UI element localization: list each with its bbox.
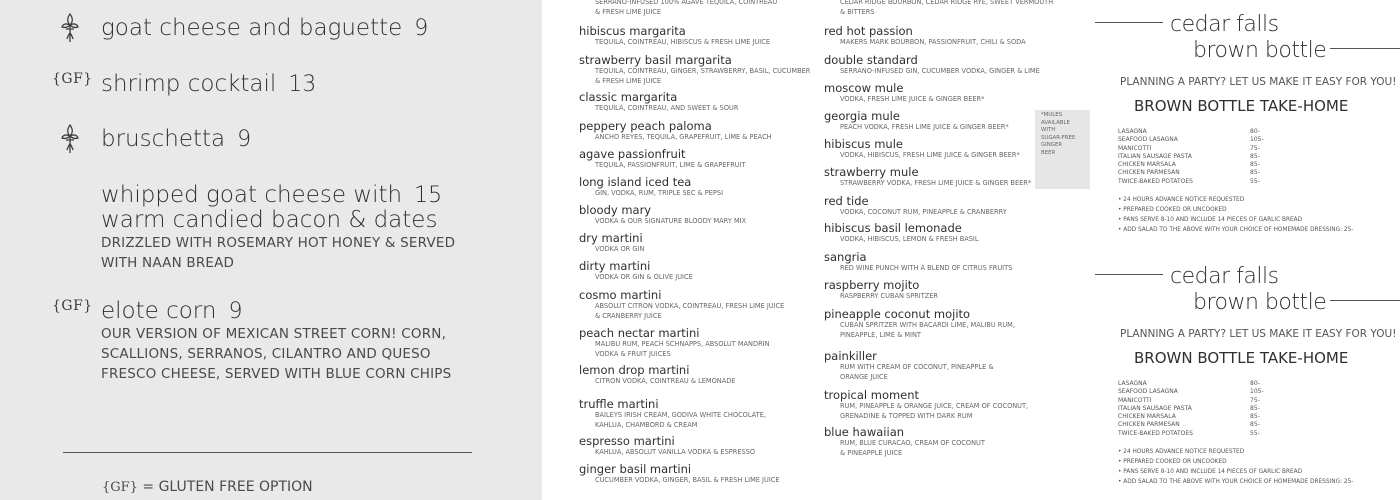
drink-description — [840, 38, 1064, 48]
drink-description-line: VODKA & FRUIT JUICES — [595, 349, 671, 358]
mule-note-line: GINGER — [1041, 142, 1063, 149]
drink-description — [595, 448, 819, 458]
drink-name: agave passionfruit — [579, 147, 686, 161]
takehome-item-price: 85- — [1250, 161, 1260, 169]
drink-name: peppery peach paloma — [579, 119, 712, 133]
drink-item — [579, 25, 819, 48]
takehome-item — [1118, 178, 1268, 186]
takehome-item — [1118, 128, 1268, 136]
drink-description — [840, 95, 1064, 105]
drink-description-line: ANCHO REYES, TEQUILA, GRAPEFRUIT, LIME & PEACH — [595, 133, 772, 141]
brand-rule — [1330, 48, 1400, 49]
drink-item — [579, 327, 819, 359]
brand-logo — [1092, 262, 1400, 322]
takehome-item-price: 55- — [1250, 429, 1260, 437]
brand-name-line-2: brown bottle — [1193, 38, 1327, 63]
drink-item — [579, 232, 819, 255]
drink-name: dry martini — [579, 231, 643, 245]
drink-description-line: SERRANO-INFUSED GIN, CUCUMBER VODKA, GINGER & LIME — [840, 67, 1040, 75]
takehome-item — [1118, 397, 1268, 405]
drink-item — [579, 364, 819, 387]
drink-description-line: KAHLUA, CHAMBORD & CREAM — [595, 420, 698, 429]
drink-name: hibiscus margarita — [579, 24, 686, 38]
drink-description — [840, 292, 1064, 302]
drink-item — [579, 120, 819, 143]
drink-name: red hot passion — [824, 24, 913, 38]
takehome-note: • PANS SERVE 8-10 AND INCLUDE 14 PIECES OF GARLIC BREAD — [1118, 217, 1303, 223]
drink-item — [579, 91, 819, 114]
takehome-item-price: 80- — [1250, 380, 1260, 387]
drink-item — [824, 426, 1064, 458]
drink-item — [824, 251, 1064, 274]
drink-item — [579, 0, 819, 17]
drink-name: peach nectar martini — [579, 326, 700, 340]
drink-description-line: MAKERS MARK BOURBON, PASSIONFRUIT, CHILI & SODA — [840, 38, 1026, 46]
drink-description — [595, 189, 819, 199]
takehome-item — [1118, 413, 1268, 421]
takehome-note: • 24 HOURS ADVANCE NOTICE REQUESTED — [1118, 197, 1245, 203]
mule-note-line: *MULES — [1041, 112, 1063, 118]
drink-description-line: CITRON VODKA, COINTREAU & LEMONADE — [595, 377, 736, 385]
drink-description — [595, 38, 819, 48]
drink-description — [840, 264, 1064, 274]
appetizer-name — [101, 16, 428, 41]
drink-description-line: RUM WITH CREAM OF COCONUT, PINEAPPLE & — [840, 363, 994, 371]
drink-name: pineapple coconut mojito — [824, 307, 971, 321]
drink-description — [840, 123, 1064, 133]
takehome-item-name: CHICKEN MARSALA — [1118, 161, 1176, 169]
drink-item — [824, 222, 1064, 245]
drink-description — [840, 363, 1064, 382]
drink-item — [579, 148, 819, 171]
drink-item — [824, 308, 1064, 340]
description-line: FRESCO CHEESE, SERVED WITH BLUE CORN CHIPS — [101, 366, 452, 382]
drink-description-line: & CRANBERRY JUICE — [595, 311, 662, 320]
takehome-note: • PREPARED COOKED OR UNCOOKED — [1118, 459, 1227, 465]
drink-description — [595, 377, 819, 387]
takehome-item-name: SEAFOOD LASAGNA — [1118, 136, 1178, 144]
divider — [63, 452, 472, 453]
drink-description-line: TEQUILA, PASSIONFRUIT, LIME & GRAPEFRUIT — [595, 161, 746, 169]
description-line: WITH NAAN BREAD — [101, 255, 235, 271]
takehome-item-name: MANICOTTI — [1118, 144, 1152, 152]
drink-description-line: RUM, BLUE CURACAO, CREAM OF COCONUT — [840, 439, 985, 447]
appetizer-price: 9 — [228, 299, 243, 324]
drink-description — [595, 411, 819, 430]
drink-description-line: VODKA OR GIN & OLIVE JUICE — [595, 273, 693, 281]
takehome-item — [1118, 136, 1268, 144]
drink-item — [824, 350, 1064, 382]
drink-item — [824, 0, 1064, 17]
description-line: SCALLIONS, SERRANOS, CILANTRO AND QUESO — [101, 346, 431, 362]
appetizers-panel — [0, 0, 542, 500]
drink-description-line: MALIBU RUM, PEACH SCHNAPPS, ABSOLUT MANDRIN — [595, 340, 770, 348]
drink-description-line: RUM, PINEAPPLE & ORANGE JUICE, CREAM OF COCONUT, — [840, 402, 1029, 410]
takehome-item — [1118, 421, 1268, 429]
drink-description-line: TEQUILA, COINTREAU, GINGER, STRAWBERRY, BASIL, CUCUMBER — [595, 67, 811, 75]
takehome-item-name: LASAGNA — [1118, 128, 1147, 135]
drink-name: bloody mary — [579, 203, 652, 217]
drink-description-line: VODKA, HIBISCUS, LEMON & FRESH BASIL — [840, 235, 979, 243]
drink-description-line: ABSOLUT CITRON VODKA, COINTREAU, FRESH LIME JUICE — [595, 302, 785, 310]
appetizer-name-line: whipped goat cheese with 15 — [101, 182, 443, 208]
takehome-item — [1118, 161, 1268, 169]
drink-item — [824, 138, 1064, 161]
drink-item — [579, 463, 819, 486]
drink-item — [579, 54, 819, 86]
drink-description — [840, 67, 1064, 77]
takehome-item — [1118, 153, 1268, 161]
drink-name: tropical moment — [824, 388, 920, 402]
description-line: OUR VERSION OF MEXICAN STREET CORN! CORN, — [101, 326, 447, 342]
description-line: DRIZZLED WITH ROSEMARY HOT HONEY & SERVED — [101, 235, 456, 251]
drink-item — [824, 25, 1064, 48]
takehome-item — [1118, 430, 1268, 438]
takehome-item-name: CHICKEN PARMESAN — [1118, 421, 1180, 429]
flyer-heading: BROWN BOTTLE TAKE-HOME — [1134, 349, 1349, 367]
takehome-item-name: TWICE-BAKED POTATOES — [1118, 429, 1193, 437]
appetizer-price: 9 — [414, 16, 429, 41]
drink-description-line: BAILEYS IRISH CREAM, GODIVA WHITE CHOCOLATE, — [595, 411, 766, 419]
flyer-tagline: PLANNING A PARTY? LET US MAKE IT EASY FOR YOU! — [1120, 76, 1397, 88]
drink-name: hibiscus basil lemonade — [824, 221, 962, 235]
drink-name: painkiller — [824, 349, 877, 363]
takehome-item-name: MANICOTTI — [1118, 396, 1152, 404]
mule-note — [1035, 110, 1090, 189]
drink-description-line: CEDAR RIDGE BOURBON, CEDAR RIDGE RYE, SWEET VERMOUTH — [840, 0, 1054, 6]
appetizer-description — [101, 233, 461, 273]
takehome-item — [1118, 405, 1268, 413]
takehome-item-price: 105- — [1250, 388, 1264, 396]
mule-note-line: WITH — [1041, 127, 1056, 134]
takehome-list — [1118, 380, 1268, 438]
fleur-de-lis-icon — [52, 12, 88, 44]
drink-description-line: TEQUILA, COINTREAU, HIBISCUS & FRESH LIME JUICE — [595, 38, 770, 46]
brand-name-line-1: cedar falls — [1170, 264, 1279, 289]
appetizer-name — [101, 127, 251, 152]
takehome-note: • PANS SERVE 8-10 AND INCLUDE 14 PIECES OF GARLIC BREAD — [1118, 469, 1303, 475]
drink-name: ginger basil martini — [579, 462, 692, 476]
drink-name: strawberry basil margarita — [579, 53, 732, 67]
drink-description — [595, 133, 819, 143]
drink-name: classic margarita — [579, 90, 678, 104]
drink-description-line: VODKA & OUR SIGNATURE BLOODY MARY MIX — [595, 217, 747, 225]
drink-name: blue hawaiian — [824, 425, 905, 439]
appetizer-name-text: elote corn — [101, 298, 217, 324]
takehome-item-name: CHICKEN PARMESAN — [1118, 169, 1180, 177]
drink-item — [579, 289, 819, 321]
drink-description-line: PINEAPPLE, LIME & MINT — [840, 330, 921, 339]
takehome-item — [1118, 169, 1268, 177]
takehome-item-price: 80- — [1250, 128, 1260, 135]
drink-name: raspberry mojito — [824, 278, 920, 292]
gf-mark: {GF} — [52, 71, 93, 87]
drink-description — [595, 217, 819, 227]
brand-rule — [1095, 22, 1163, 23]
drink-description — [595, 340, 819, 359]
takehome-item-price: 85- — [1250, 421, 1260, 429]
drink-description-line: CUCUMBER VODKA, GINGER, BASIL & FRESH LIME JUICE — [595, 476, 780, 484]
drink-description — [595, 67, 819, 86]
drink-name: cosmo martini — [579, 288, 662, 302]
mule-note-line: AVAILABLE — [1041, 119, 1070, 126]
drink-description-line: VODKA OR GIN — [595, 245, 645, 253]
gf-legend — [102, 479, 313, 495]
drink-description-line: & FRESH LIME JUICE — [595, 7, 662, 16]
takehome-note: • PREPARED COOKED OR UNCOOKED — [1118, 207, 1227, 213]
brand-rule — [1095, 274, 1163, 275]
takehome-item-name: TWICE-BAKED POTATOES — [1118, 177, 1193, 185]
drink-description-line: CUBAN SPRITZER WITH BACARDI LIME, MALIBU RUM, — [840, 321, 1015, 329]
drink-description-line: KAHLUA, ABSOLUT VANILLA VODKA & ESPRESSO — [595, 448, 756, 456]
drink-description — [595, 245, 819, 255]
takehome-item-name: CHICKEN MARSALA — [1118, 413, 1176, 421]
mule-note-line: BEER — [1041, 149, 1056, 156]
appetizer-name — [101, 299, 242, 324]
drink-item — [579, 435, 819, 458]
drink-name: lemon drop martini — [579, 363, 690, 377]
drink-item — [824, 110, 1064, 133]
appetizer-name — [101, 72, 316, 97]
drink-description-line: GRENADINE & TOPPED WITH DARK RUM — [840, 411, 973, 420]
drink-item — [824, 195, 1064, 218]
drink-description — [840, 179, 1064, 189]
takehome-item — [1118, 388, 1268, 396]
drink-description — [840, 321, 1064, 340]
drink-name: long island iced tea — [579, 175, 692, 189]
drink-description — [840, 0, 1064, 17]
drink-name: sangria — [824, 250, 867, 264]
takehome-item-price: 85- — [1250, 169, 1260, 177]
takehome-item-price: 85- — [1250, 413, 1260, 421]
drink-description — [840, 439, 1064, 458]
takehome-item-price: 85- — [1250, 404, 1260, 412]
drink-description-line: VODKA, HIBISCUS, FRESH LIME JUICE & GINGER BEER* — [840, 151, 1020, 159]
drink-name: georgia mule — [824, 109, 900, 123]
drink-description — [840, 402, 1064, 421]
appetizer-name-line: warm candied bacon & dates — [101, 207, 438, 233]
appetizer-price: 15 — [414, 183, 443, 208]
mule-note-line: SUGAR-FREE — [1041, 134, 1076, 141]
takehome-list — [1118, 128, 1268, 186]
drink-description-line: RASPBERRY CUBAN SPRITZER — [840, 292, 939, 300]
drink-name: espresso martini — [579, 434, 675, 448]
drink-item — [579, 204, 819, 227]
drink-item — [579, 176, 819, 199]
drink-description-line: TEQUILA, COINTREAU, AND SWEET & SOUR — [595, 104, 739, 112]
takehome-item-name: LASAGNA — [1118, 380, 1147, 387]
takehome-note: • 24 HOURS ADVANCE NOTICE REQUESTED — [1118, 449, 1245, 455]
drink-description-line: GIN, VODKA, RUM, TRIPLE SEC & PEPSI — [595, 189, 724, 197]
drink-description — [595, 0, 819, 17]
drink-description-line: VODKA, COCONUT RUM, PINEAPPLE & CRANBERRY — [840, 208, 1007, 216]
drink-item — [824, 54, 1064, 77]
drink-item — [824, 279, 1064, 302]
drink-description-line: STRAWBERRY VODKA, FRESH LIME JUICE & GINGER BEER* — [840, 179, 1032, 187]
takehome-item — [1118, 145, 1268, 153]
takehome-item — [1118, 380, 1268, 388]
drink-description-line: RED WINE PUNCH WITH A BLEND OF CITRUS FRUITS — [840, 264, 1013, 272]
takehome-item-name: SEAFOOD LASAGNA — [1118, 388, 1178, 396]
appetizer-name — [101, 183, 442, 233]
takehome-note: • ADD SALAD TO THE ABOVE WITH YOUR CHOICE OF HOMEMADE DRESSING: 25- — [1118, 227, 1354, 233]
takehome-item-name: ITALIAN SAUSAGE PASTA — [1118, 404, 1192, 412]
drink-item — [579, 260, 819, 283]
takehome-item-price: 55- — [1250, 177, 1260, 185]
appetizer-price: 13 — [288, 72, 317, 97]
brand-logo — [1092, 10, 1400, 70]
flyer-tagline: PLANNING A PARTY? LET US MAKE IT EASY FOR YOU! — [1120, 328, 1397, 340]
drink-description-line: PEACH VODKA, FRESH LIME JUICE & GINGER BEER* — [840, 123, 1009, 131]
drink-description-line: & FRESH LIME JUICE — [595, 76, 662, 85]
gf-mark: {GF} — [102, 480, 138, 495]
drink-name: hibiscus mule — [824, 137, 903, 151]
drink-description — [840, 235, 1064, 245]
drink-name: double standard — [824, 53, 918, 67]
appetizer-name-text: bruschetta — [101, 126, 226, 152]
drink-description — [840, 151, 1064, 161]
takehome-item-price: 105- — [1250, 136, 1264, 144]
drink-description-line: & PINEAPPLE JUICE — [840, 448, 903, 457]
gf-legend-text: = GLUTEN FREE OPTION — [137, 479, 313, 495]
takehome-notes — [1118, 447, 1353, 487]
takehome-item-price: 75- — [1250, 144, 1260, 152]
drink-item — [579, 398, 819, 430]
takehome-item-price: 75- — [1250, 396, 1260, 404]
appetizer-name-text: shrimp cocktail — [101, 71, 277, 97]
drink-name: moscow mule — [824, 81, 904, 95]
drink-description-line: VODKA, FRESH LIME JUICE & GINGER BEER* — [840, 95, 985, 103]
drink-description — [595, 273, 819, 283]
drink-name: dirty martini — [579, 259, 651, 273]
brand-name-line-1: cedar falls — [1170, 12, 1279, 37]
drink-description — [595, 104, 819, 114]
drink-description — [595, 302, 819, 321]
brand-rule — [1330, 300, 1400, 301]
appetizer-price: 9 — [237, 127, 252, 152]
takehome-note: • ADD SALAD TO THE ABOVE WITH YOUR CHOICE OF HOMEMADE DRESSING: 25- — [1118, 479, 1354, 485]
drink-description-line: ORANGE JUICE — [840, 372, 888, 381]
drink-item — [824, 389, 1064, 421]
drink-description-line: SERRANO-INFUSED 100% AGAVE TEQUILA, COINTREAU — [595, 0, 778, 6]
drink-description — [595, 476, 819, 486]
drink-description — [595, 161, 819, 171]
fleur-de-lis-icon — [52, 123, 88, 155]
gf-mark: {GF} — [52, 298, 93, 314]
drink-name: truffle martini — [579, 397, 659, 411]
brand-name-line-2: brown bottle — [1193, 290, 1327, 315]
takehome-item-name: ITALIAN SAUSAGE PASTA — [1118, 152, 1192, 160]
drink-item — [824, 82, 1064, 105]
takehome-notes — [1118, 195, 1353, 235]
drink-description — [840, 208, 1064, 218]
drink-name: strawberry mule — [824, 165, 919, 179]
drink-description-line: & BITTERS — [840, 7, 875, 16]
drink-name: red tide — [824, 194, 869, 208]
appetizer-description — [101, 324, 461, 384]
drink-item — [824, 166, 1064, 189]
takehome-item-price: 85- — [1250, 152, 1260, 160]
appetizer-name-text: goat cheese and baguette — [101, 15, 403, 41]
flyer-heading: BROWN BOTTLE TAKE-HOME — [1134, 97, 1349, 115]
